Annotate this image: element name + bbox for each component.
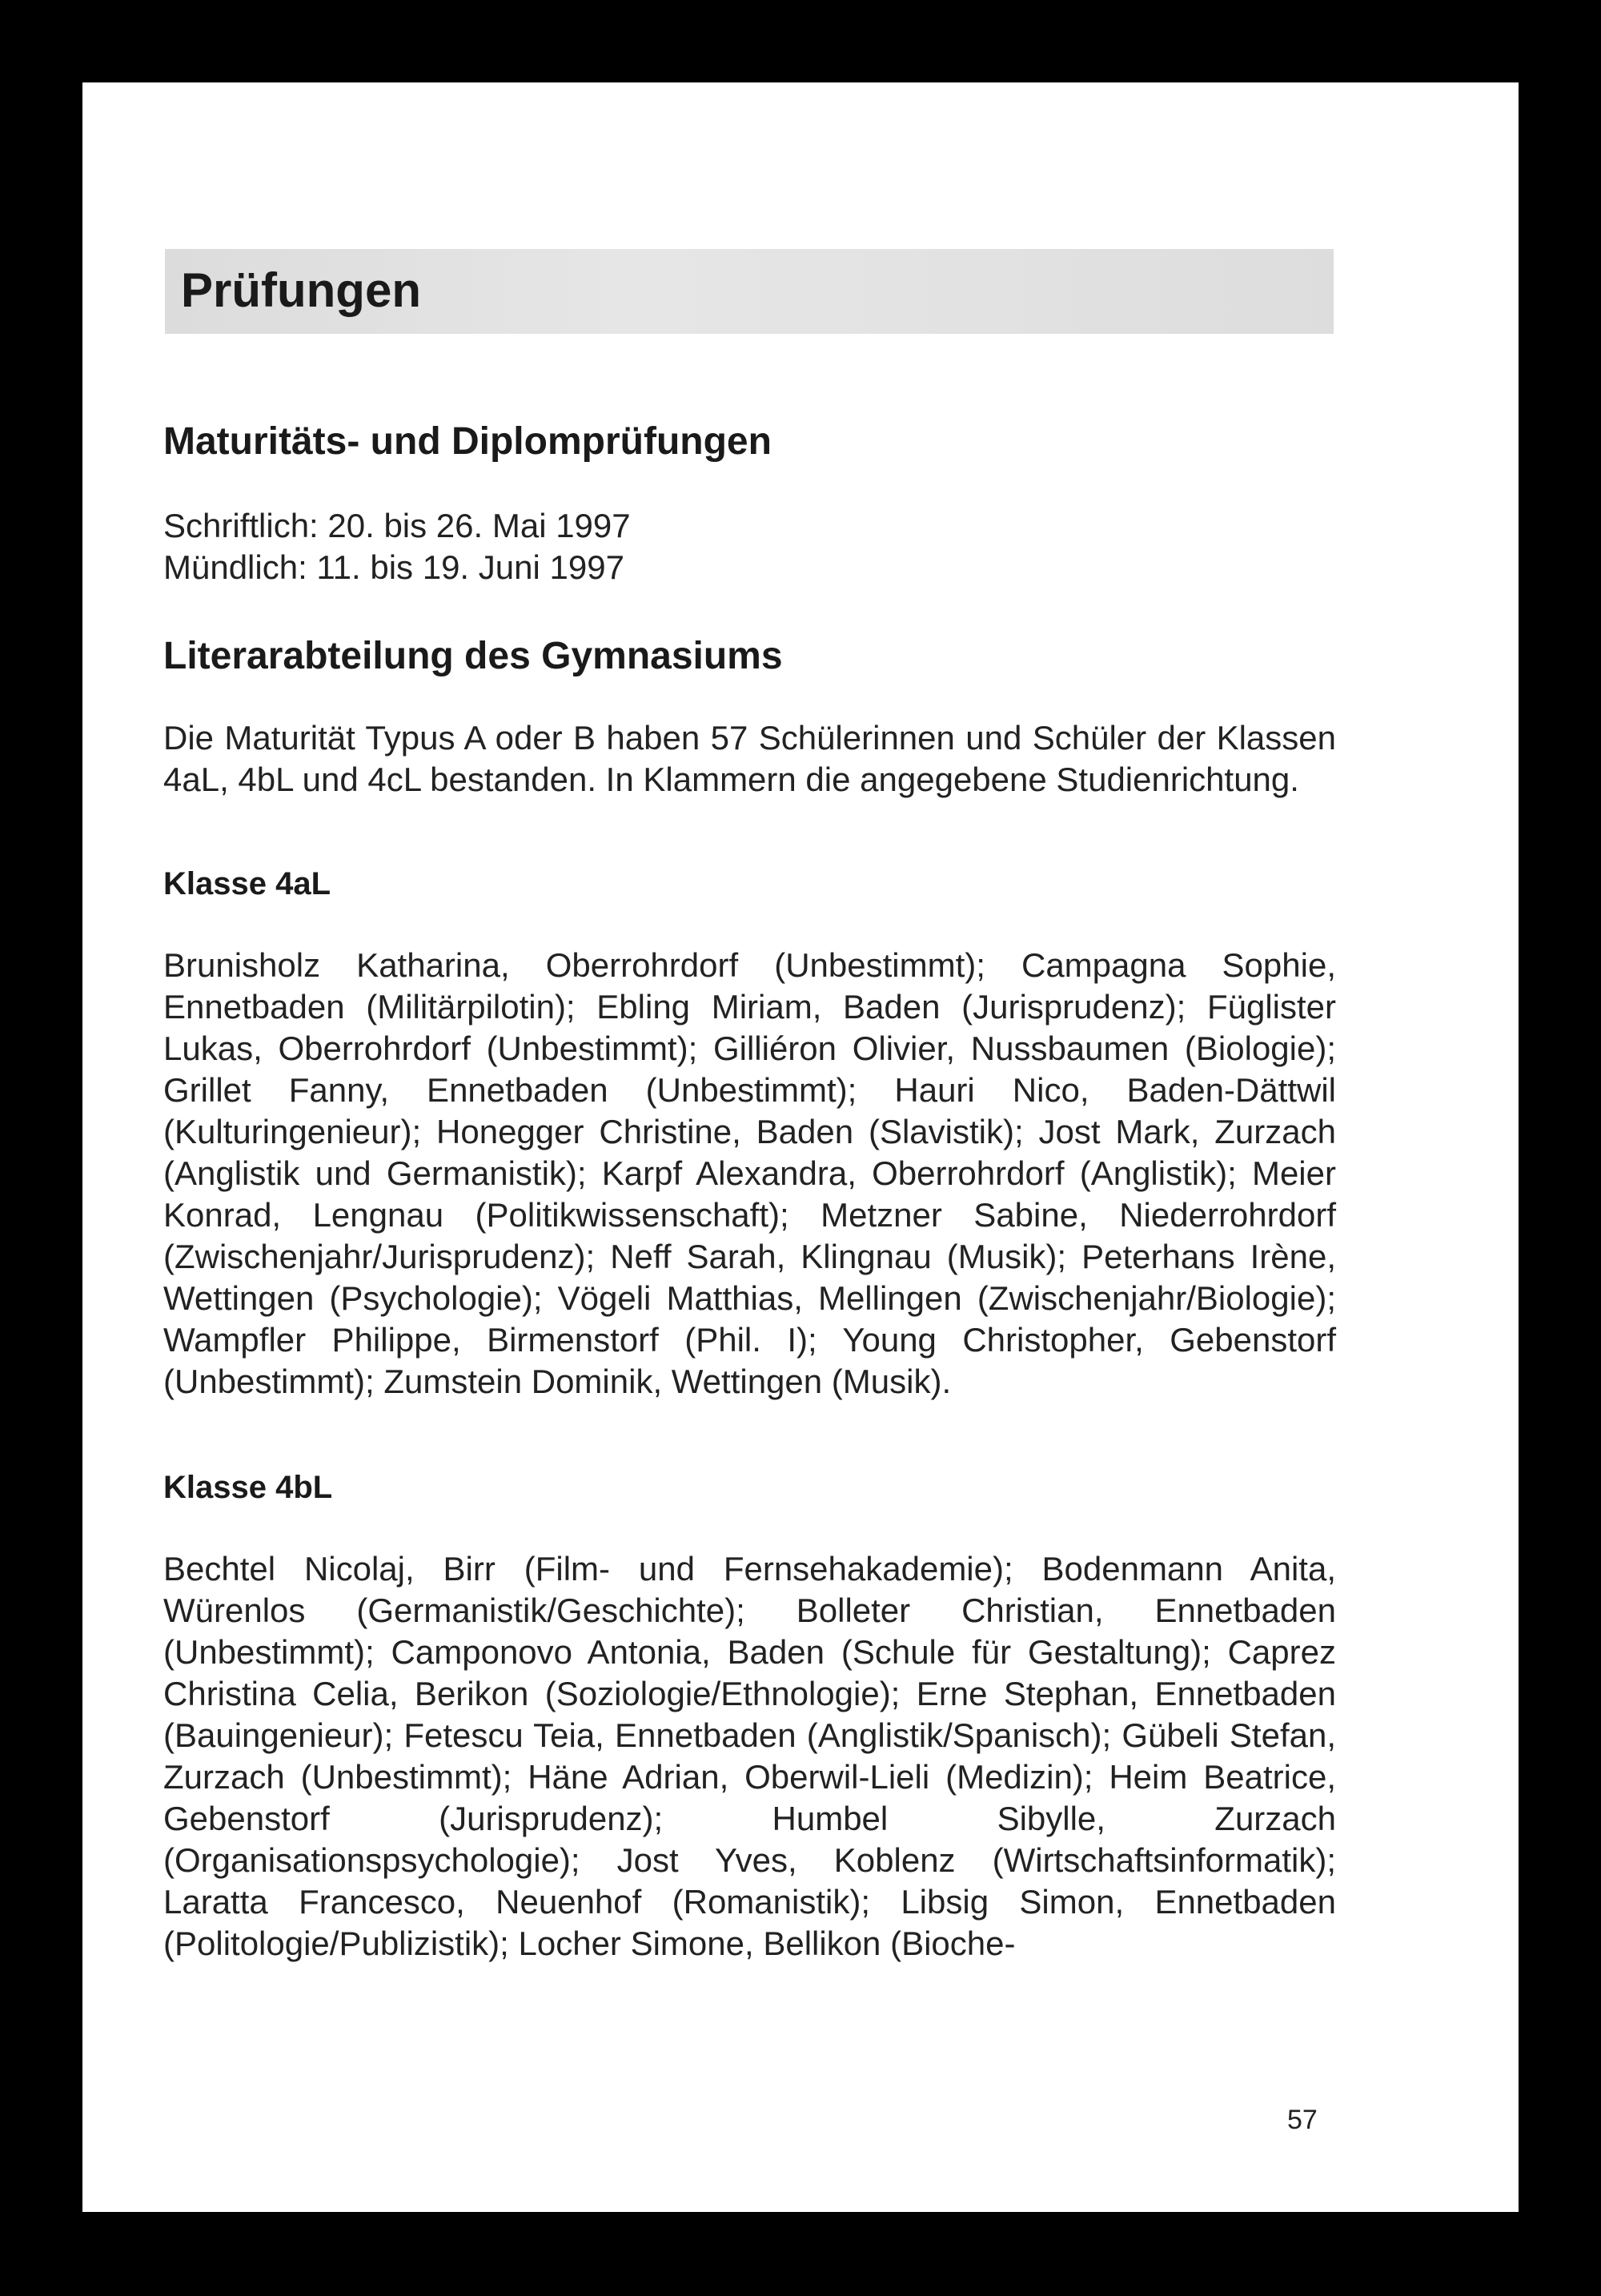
section-title: Prüfungen <box>181 263 421 317</box>
literary-intro: Die Maturität Typus A oder B haben 57 Schülerinnen und Schüler der Klassen 4aL, 4bL und 4cL bestanden. In Klammern die angegebene Studienrichtung. <box>163 719 1336 799</box>
page-content <box>163 419 1336 1998</box>
class-4al-heading: Klasse 4aL <box>163 866 331 902</box>
exam-dates <box>163 505 1336 588</box>
exams-heading: Maturitäts- und Diplomprüfungen <box>163 420 772 463</box>
page-number: 57 <box>1287 2105 1318 2135</box>
oral-exam-dates: Mündlich: 11. bis 19. Juni 1997 <box>163 548 624 586</box>
literary-heading: Literarabteilung des Gymnasiums <box>163 634 783 677</box>
class-4bl-heading: Klasse 4bL <box>163 1470 333 1506</box>
written-exam-dates: Schriftlich: 20. bis 26. Mai 1997 <box>163 506 631 544</box>
section-banner <box>165 249 1334 334</box>
class-4al-students: Brunisholz Katharina, Oberrohrdorf (Unbestimmt); Campagna Sophie, Ennetbaden (Militärpilotin); Ebling Miriam, Baden (Jurisprudenz); Füglister Lukas, Oberrohrdorf (Unbestimmt); Gilliéron Olivier, Nussbaumen (Biologie); Grillet Fanny, Ennetbaden (Unbestimmt); Hauri Nico, Baden-Dättwil (Kulturingenieur); Honegger Christine, Baden (Slavistik); Jost Mark, Zurzach (Anglistik und Germanistik); Karpf Alexandra, Oberrohrdorf (Anglistik); Meier Konrad, Lengnau (Politikwissenschaft); Metzner Sabine, Niederrohrdorf (Zwischenjahr/Jurisprudenz); Neff Sarah, Klingnau (Musik); Peterhans Irène, Wettingen (Psychologie); Vögeli Matthias, Mellingen (Zwischenjahr/Biologie); Wampfler Philippe, Birmenstorf (Phil. I); Young Christopher, Gebenstorf (Unbestimmt); Zumstein Dominik, Wettingen (Musik). <box>163 946 1336 1401</box>
document-page <box>82 82 1519 2212</box>
class-4bl-students: Bechtel Nicolaj, Birr (Film- und Fernsehakademie); Bodenmann Anita, Würenlos (Germanistik/Geschichte); Bolleter Christian, Ennetbaden (Unbestimmt); Camponovo Antonia, Baden (Schule für Gestaltung); Caprez Christina Celia, Berikon (Soziologie/Ethnologie); Erne Stephan, Ennetbaden (Bauingenieur); Fetescu Teia, Ennetbaden (Anglistik/Spanisch); Gübeli Stefan, Zurzach (Unbestimmt); Häne Adrian, Oberwil-Lieli (Medizin); Heim Beatrice, Gebenstorf (Jurisprudenz); Humbel Sibylle, Zurzach (Organisationspsychologie); Jost Yves, Koblenz (Wirtschaftsinformatik); Laratta Francesco, Neuenhof (Romanistik); Libsig Simon, Ennetbaden (Politologie/Publizistik); Locher Simone, Bellikon (Bioche- <box>163 1550 1336 1963</box>
